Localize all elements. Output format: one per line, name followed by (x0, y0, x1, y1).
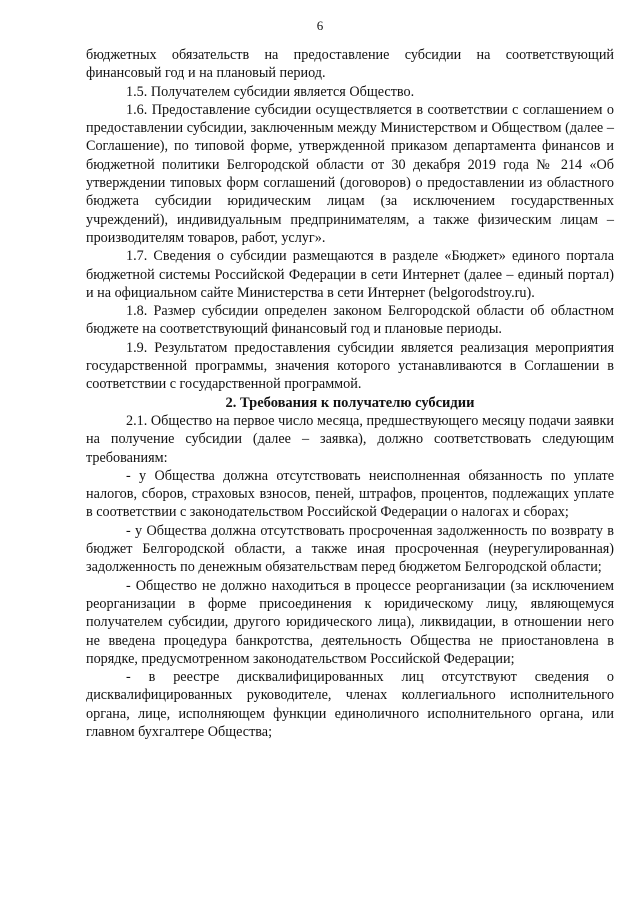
paragraph-1-7: 1.7. Сведения о субсидии размещаются в разделе «Бюджет» единого портала бюджетной системы Российской Федерации в сети Интернет (далее – единый портал) и на официальном сайте Министерства в сети Интернет (belgorodstroy.ru). (86, 248, 614, 301)
document-body (86, 46, 614, 741)
paragraph-1-8: 1.8. Размер субсидии определен законом Белгородской области об областном бюджете на соответствующий финансовый год и плановые периоды. (86, 303, 614, 338)
paragraph-1-6: 1.6. Предоставление субсидии осуществляется в соответствии с соглашением о предоставлении субсидии, заключенным между Министерством и Обществом (далее – Соглашение), по типовой форме, утвержденной приказом департамента финансов и бюджетной политики Белгородской области от 30 декабря 2019 года № 214 «Об утверждении типовых форм соглашений (договоров) о предоставлении из областного бюджета субсидии юридическим лицам (за исключением государственных учреждений), индивидуальным предпринимателям, а также физическим лицам – производителям товаров, работ, услуг». (86, 101, 614, 246)
requirement-item-debt: - у Общества должна отсутствовать просроченная задолженность по возврату в бюджет Белгородской области, а также иная просроченная (неурегулированная) задолженность по денежным обязательствам перед бюджетом Белгородской области; (86, 522, 614, 576)
section-title: 2. Требования к получателю субсидии (225, 394, 475, 411)
paragraph-2-1: 2.1. Общество на первое число месяца, предшествующего месяцу подачи заявки на получение субсидии (далее – заявка), должно соответствовать следующим требованиям: (86, 412, 614, 466)
paragraph-continuation: бюджетных обязательств на предоставление субсидии на соответствующий финансовый год и на плановый период. (86, 47, 614, 82)
requirement-item-reorganization: - Общество не должно находиться в процессе реорганизации (за исключением реорганизации в форме присоединения к юридическому лицу, являющемуся получателем субсидии, другого юридического лица), ликвидации, в отношении него не введена процедура банкротства, деятельность Общества не приостановлена в порядке, предусмотренном законодательством Российской Федерации; (86, 577, 614, 667)
requirement-item-taxes: - у Общества должна отсутствовать неисполненная обязанность по уплате налогов, сборов, страховых взносов, пеней, штрафов, процентов, подлежащих уплате в соответствии с законодательством Российской Федерации о налогах и сборах; (86, 467, 614, 521)
paragraph-1-9: 1.9. Результатом предоставления субсидии является реализация мероприятия государственной программы, значения которого устанавливаются в Соглашении в соответствии с государственной программой. (86, 339, 614, 393)
requirement-item-disqualified: - в реестре дисквалифицированных лиц отсутствуют сведения о дисквалифицированных руководителе, членах коллегиального исполнительного органа, лице, исполняющем функции единоличного исполнительного органа, или главном бухгалтере Общества; (86, 669, 614, 740)
page-number: 6 (316, 18, 324, 33)
paragraph-1-5: 1.5. Получателем субсидии является Общество. (126, 83, 415, 100)
